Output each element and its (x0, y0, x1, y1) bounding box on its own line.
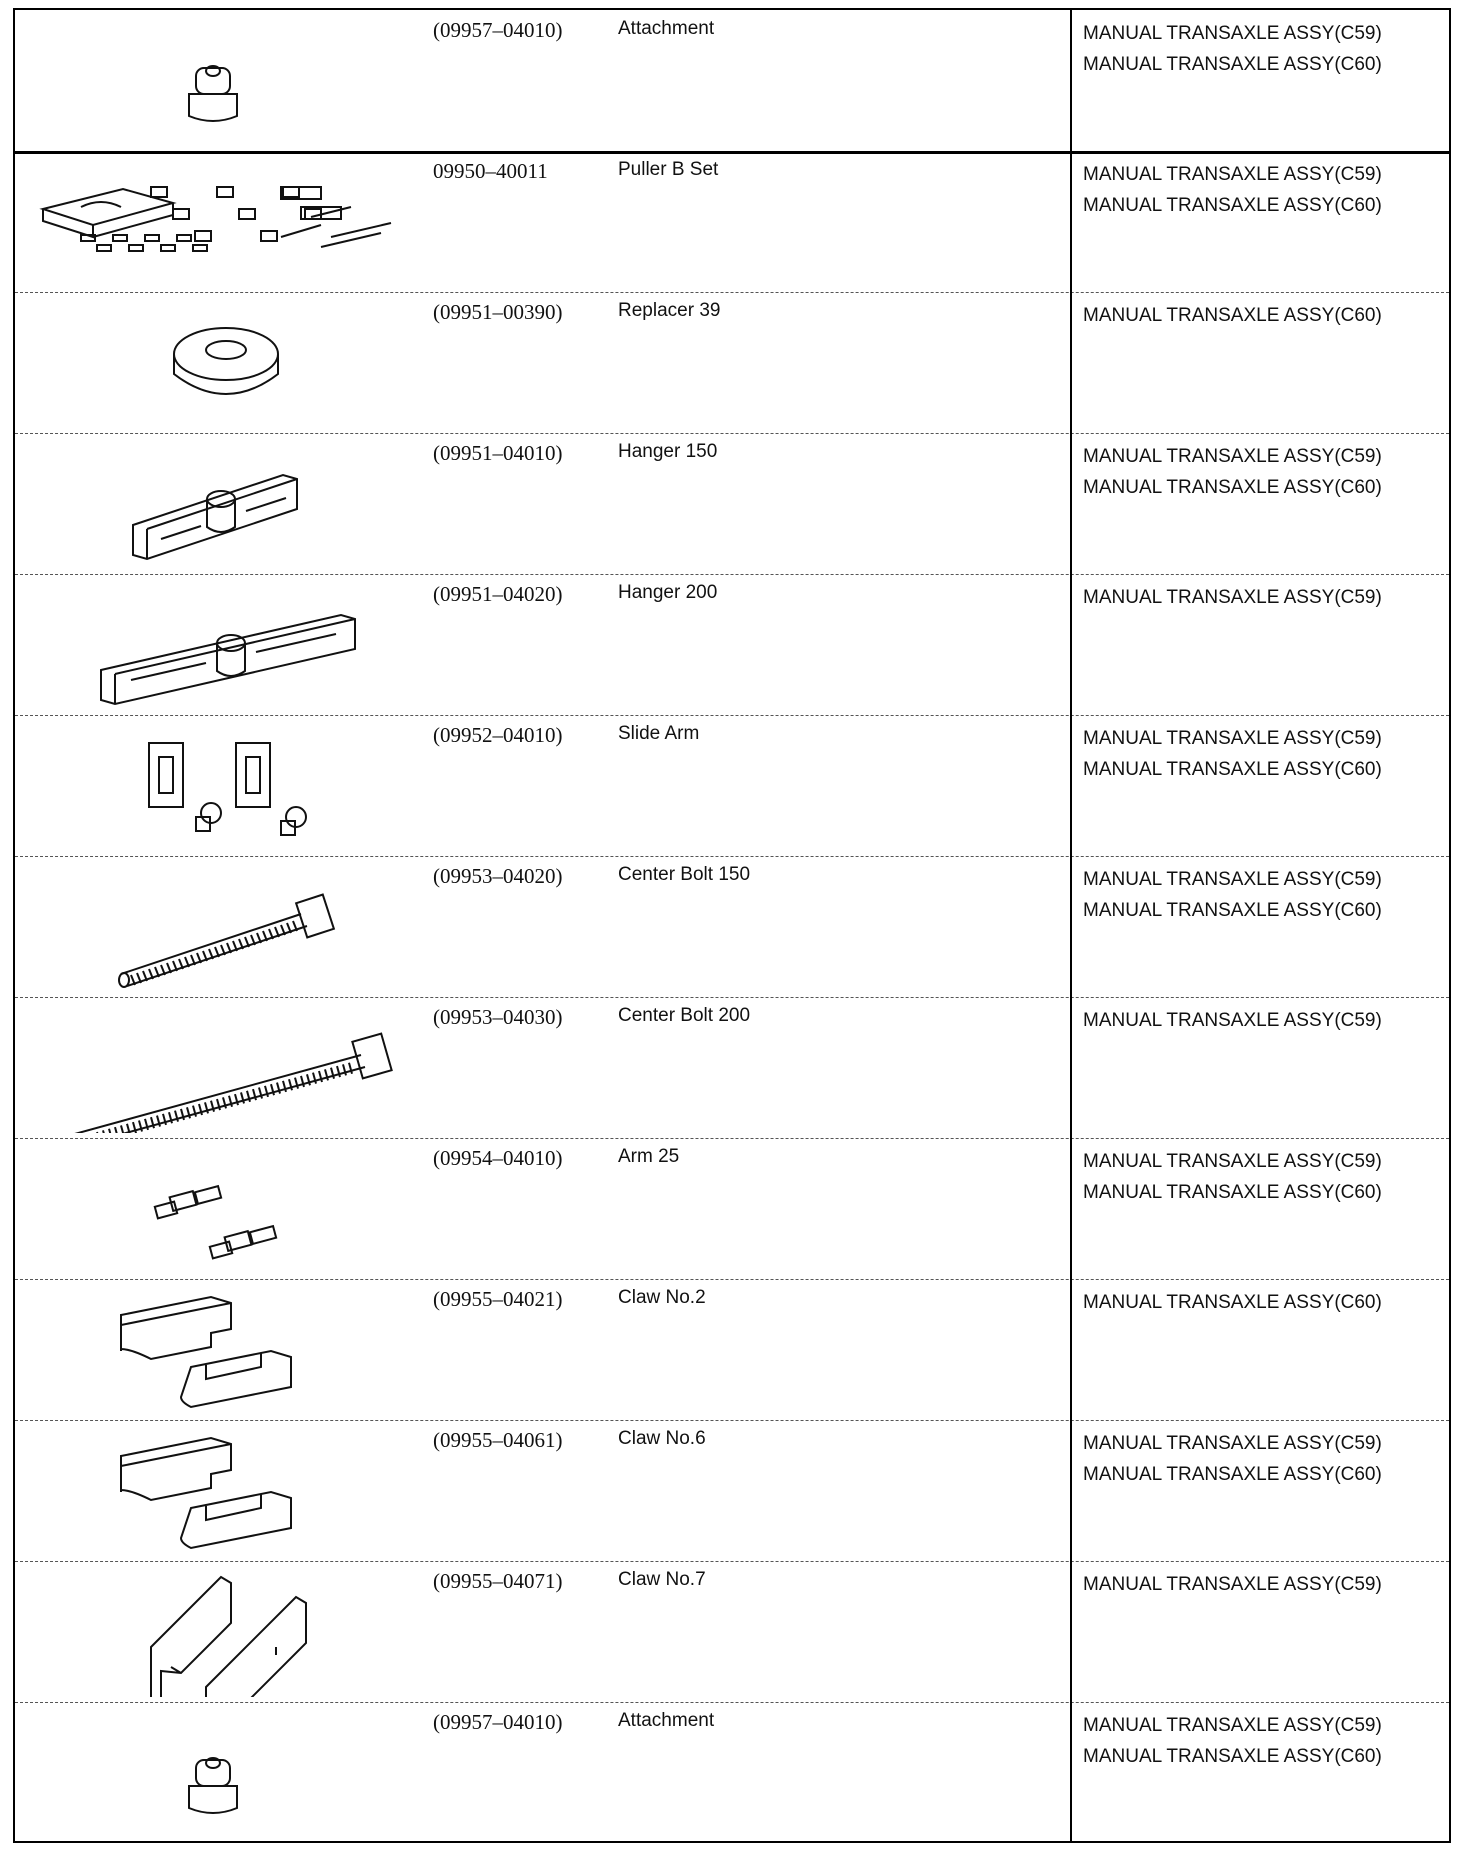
usage-entry: MANUAL TRANSAXLE ASSY(C59) (1083, 1010, 1382, 1031)
usage-list (1083, 18, 1382, 80)
usage-list (1083, 300, 1382, 331)
tool-name: Hanger 200 (618, 582, 718, 603)
tool-name: Claw No.6 (618, 1428, 706, 1449)
usage-list (1083, 864, 1382, 926)
tool-name: Claw No.2 (618, 1287, 706, 1308)
part-number: 09950–40011 (433, 159, 548, 183)
usage-entry: MANUAL TRANSAXLE ASSY(C60) (1083, 1746, 1382, 1767)
table-row (15, 151, 1449, 293)
attachment-icon (21, 16, 421, 146)
part-number: (09953–04020) (433, 864, 563, 888)
tool-name: Arm 25 (618, 1146, 680, 1167)
special-tools-table (13, 8, 1451, 1843)
usage-entry: MANUAL TRANSAXLE ASSY(C60) (1083, 1464, 1382, 1485)
table-row (15, 1279, 1449, 1421)
usage-entry: MANUAL TRANSAXLE ASSY(C59) (1083, 1433, 1382, 1454)
part-number: (09957–04010) (433, 18, 563, 42)
tool-name: Center Bolt 200 (618, 1005, 751, 1026)
usage-entry: MANUAL TRANSAXLE ASSY(C59) (1083, 869, 1382, 890)
tool-name: Puller B Set (618, 159, 719, 180)
usage-entry: MANUAL TRANSAXLE ASSY(C59) (1083, 587, 1382, 608)
table-row (15, 1420, 1449, 1562)
table-row (15, 997, 1449, 1139)
claw-thin-icon (21, 1567, 421, 1697)
claw-icon (21, 1285, 421, 1415)
tool-name: Slide Arm (618, 723, 700, 744)
claw-icon (21, 1426, 421, 1556)
tool-name: Attachment (618, 18, 715, 39)
tool-name: Claw No.7 (618, 1569, 706, 1590)
usage-entry: MANUAL TRANSAXLE ASSY(C60) (1083, 195, 1382, 216)
part-number: (09955–04021) (433, 1287, 563, 1311)
tool-name: Center Bolt 150 (618, 864, 751, 885)
usage-entry: MANUAL TRANSAXLE ASSY(C60) (1083, 1292, 1382, 1313)
tool-name: Hanger 150 (618, 441, 718, 462)
table-row (15, 292, 1449, 434)
hanger-short-icon (21, 439, 421, 569)
table-row (15, 1561, 1449, 1703)
usage-entry: MANUAL TRANSAXLE ASSY(C59) (1083, 23, 1382, 44)
usage-entry: MANUAL TRANSAXLE ASSY(C60) (1083, 759, 1382, 780)
usage-list (1083, 1287, 1382, 1318)
table-row (15, 10, 1449, 154)
column-divider (1070, 10, 1072, 1841)
tool-name: Attachment (618, 1710, 715, 1731)
part-number: (09953–04030) (433, 1005, 563, 1029)
table-row (15, 856, 1449, 998)
usage-entry: MANUAL TRANSAXLE ASSY(C60) (1083, 305, 1382, 326)
bolt-short-icon (21, 862, 421, 992)
part-number: (09955–04061) (433, 1428, 563, 1452)
part-number: (09951–04010) (433, 441, 563, 465)
table-row (15, 1702, 1449, 1843)
usage-list (1083, 1428, 1382, 1490)
part-number: (09957–04010) (433, 1710, 563, 1734)
part-number: (09952–04010) (433, 723, 563, 747)
table-row (15, 574, 1449, 716)
replacer-icon (21, 298, 421, 428)
usage-entry: MANUAL TRANSAXLE ASSY(C60) (1083, 54, 1382, 75)
usage-list (1083, 441, 1382, 503)
usage-entry: MANUAL TRANSAXLE ASSY(C60) (1083, 1182, 1382, 1203)
usage-entry: MANUAL TRANSAXLE ASSY(C59) (1083, 1151, 1382, 1172)
usage-entry: MANUAL TRANSAXLE ASSY(C59) (1083, 1715, 1382, 1736)
slide-arm-icon (21, 721, 421, 851)
table-row (15, 433, 1449, 575)
usage-list (1083, 582, 1382, 613)
usage-entry: MANUAL TRANSAXLE ASSY(C59) (1083, 728, 1382, 749)
usage-entry: MANUAL TRANSAXLE ASSY(C59) (1083, 446, 1382, 467)
attachment-icon (21, 1708, 421, 1838)
arm-icon (21, 1144, 421, 1274)
usage-list (1083, 723, 1382, 785)
table-row (15, 1138, 1449, 1280)
part-number: (09951–04020) (433, 582, 563, 606)
usage-list (1083, 1710, 1382, 1772)
puller-set-icon (21, 157, 421, 287)
usage-entry: MANUAL TRANSAXLE ASSY(C60) (1083, 477, 1382, 498)
usage-entry: MANUAL TRANSAXLE ASSY(C59) (1083, 1574, 1382, 1595)
usage-list (1083, 1146, 1382, 1208)
hanger-long-icon (21, 580, 421, 710)
part-number: (09955–04071) (433, 1569, 563, 1593)
usage-list (1083, 1005, 1382, 1036)
table-row (15, 715, 1449, 857)
usage-list (1083, 159, 1382, 221)
usage-entry: MANUAL TRANSAXLE ASSY(C59) (1083, 164, 1382, 185)
usage-entry: MANUAL TRANSAXLE ASSY(C60) (1083, 900, 1382, 921)
part-number: (09954–04010) (433, 1146, 563, 1170)
bolt-long-icon (21, 1003, 421, 1133)
usage-list (1083, 1569, 1382, 1600)
part-number: (09951–00390) (433, 300, 563, 324)
tool-name: Replacer 39 (618, 300, 721, 321)
